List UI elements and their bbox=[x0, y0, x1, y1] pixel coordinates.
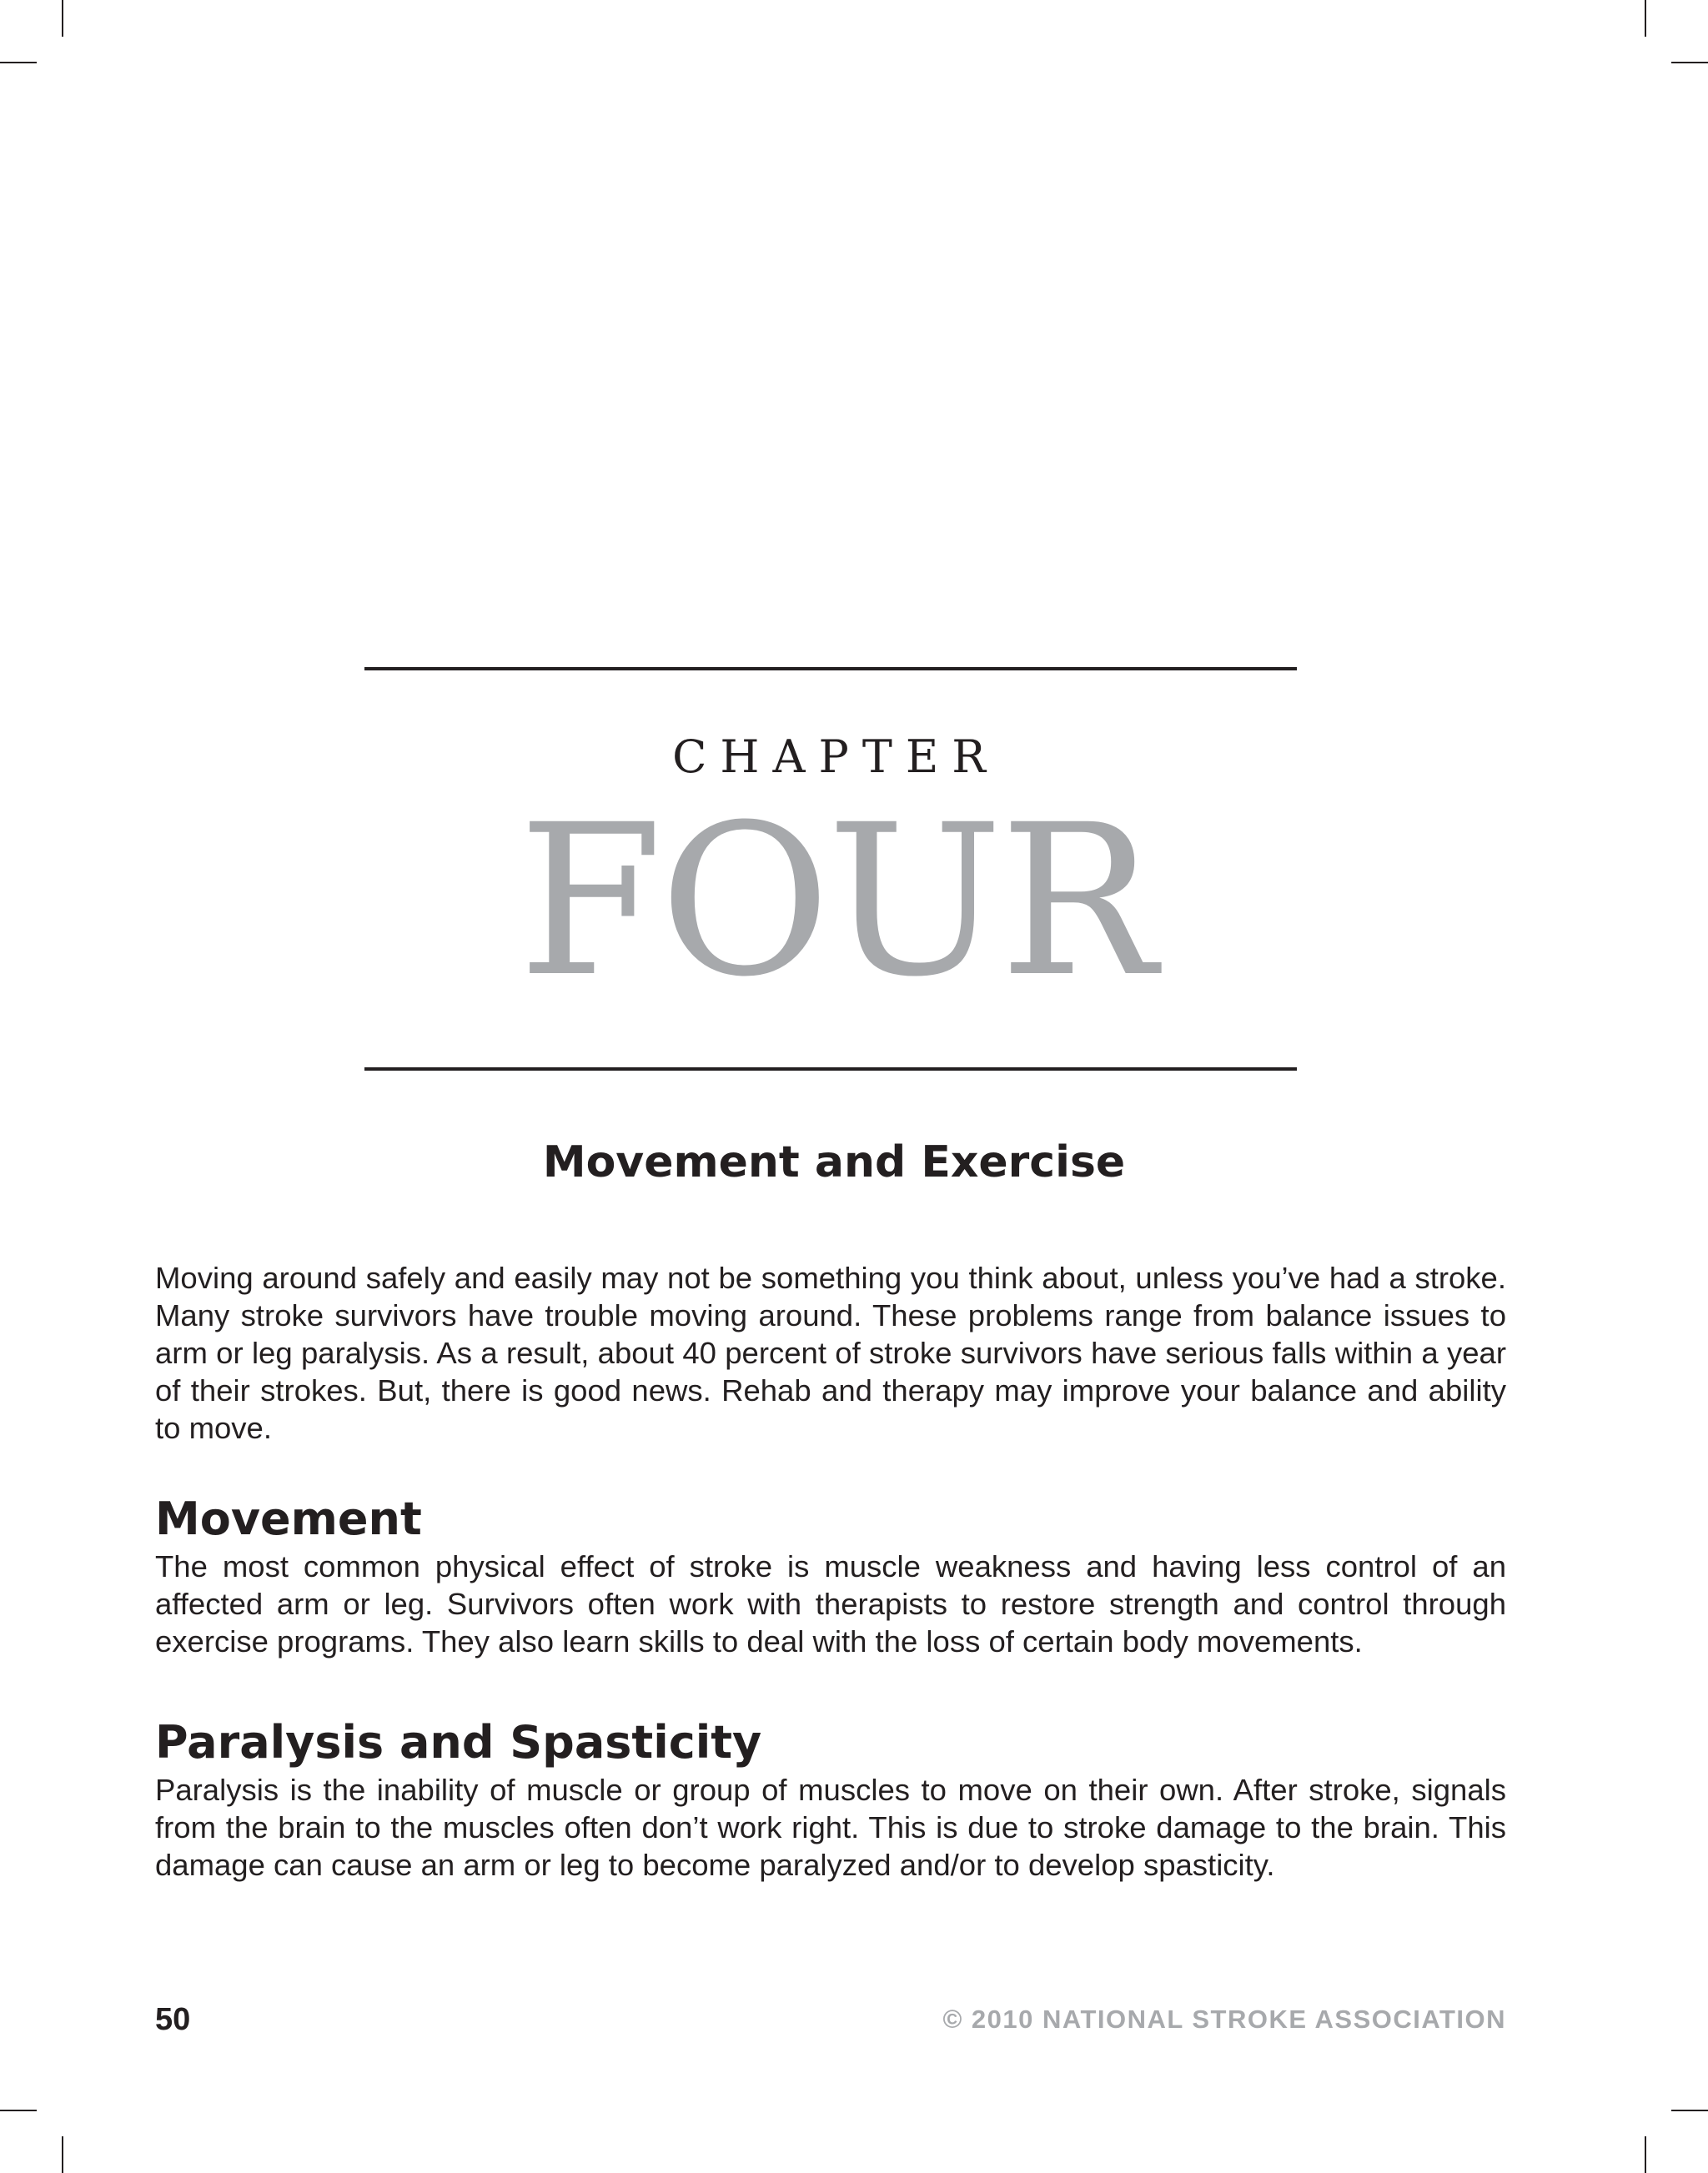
crop-mark-top-right-vertical bbox=[1645, 0, 1646, 37]
copyright-notice: © 2010 NATIONAL STROKE ASSOCIATION bbox=[942, 2005, 1506, 2034]
intro-block bbox=[155, 1259, 1506, 1447]
crop-mark-top-left-vertical bbox=[62, 0, 63, 37]
crop-mark-bottom-right-horizontal bbox=[1671, 2110, 1708, 2111]
crop-mark-top-left-horizontal bbox=[0, 62, 37, 63]
page-number: 50 bbox=[155, 2002, 191, 2037]
section-heading-paralysis-spasticity: Paralysis and Spasticity bbox=[155, 1716, 762, 1769]
chapter-top-rule bbox=[364, 667, 1297, 670]
crop-mark-top-right-horizontal bbox=[1671, 62, 1708, 63]
section-body-movement: The most common physical effect of stroke is muscle weakness and having less control of an affected arm or leg. Survivors often work with therapists to restore strength and control through exercise programs. They also learn skills to deal with the loss of certain body movements. bbox=[155, 1549, 1506, 1659]
intro-paragraph: Moving around safely and easily may not be something you think about, unless you’ve had a stroke. Many stroke survivors have trouble moving around. These problems range from balance issues to arm or leg paralysis. As a result, about 40 percent of stroke survivors have serious falls within a year of their strokes. But, there is good news. Rehab and therapy may improve your balance and ability to move. bbox=[155, 1261, 1506, 1445]
chapter-label: CHAPTER bbox=[672, 730, 999, 783]
section-movement bbox=[155, 1493, 1506, 1660]
section-body-paralysis-spasticity: Paralysis is the inability of muscle or group of muscles to move on their own. After stroke, signals from the brain to the muscles often don’t work right. This is due to stroke damage to the brain. This damage can cause an arm or leg to become paralyzed and/or to develop spasticity. bbox=[155, 1773, 1506, 1882]
section-heading-movement: Movement bbox=[155, 1493, 422, 1545]
chapter-bottom-rule bbox=[364, 1067, 1297, 1071]
page-title: Movement and Exercise bbox=[542, 1137, 1126, 1187]
section-paralysis-spasticity bbox=[155, 1716, 1506, 1884]
chapter-number: FOUR bbox=[518, 780, 1153, 1022]
crop-mark-bottom-right-vertical bbox=[1645, 2136, 1646, 2173]
crop-mark-bottom-left-vertical bbox=[62, 2136, 63, 2173]
crop-mark-bottom-left-horizontal bbox=[0, 2110, 37, 2111]
